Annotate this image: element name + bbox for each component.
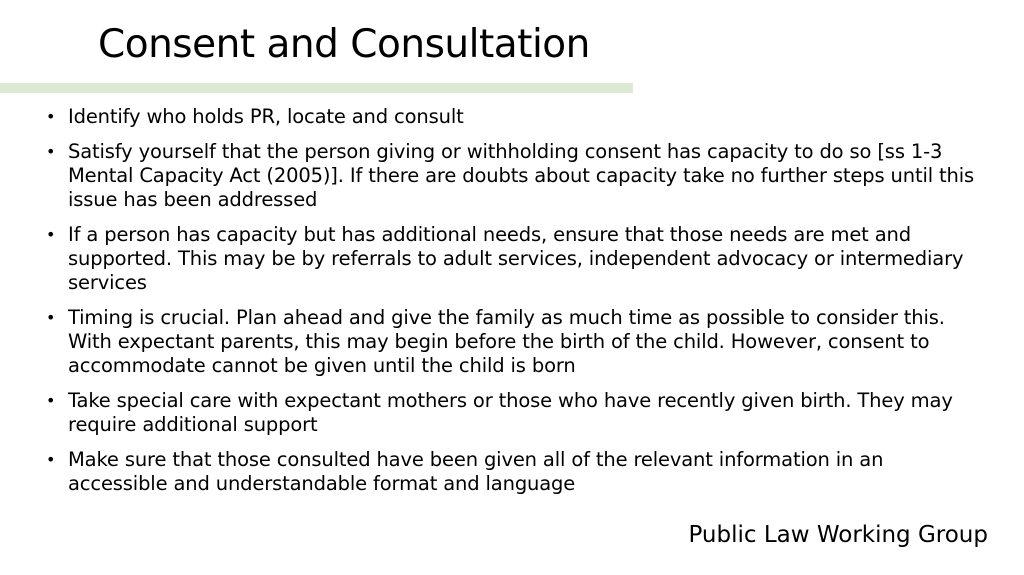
bullet-item-4: • Timing is crucial. Plan ahead and give the family as much time as possible to consider this. With expectant parents, this may begin before the birth of the child. However, consent to accommodate cannot be given until the child is born xyxy=(46,306,986,379)
title-underline-bar xyxy=(0,83,633,93)
bullet-list xyxy=(46,105,986,507)
bullet-item-6: • Make sure that those consulted have been given all of the relevant information in an accessible and understandable format and language xyxy=(46,448,986,496)
bullet-item-2: • Satisfy yourself that the person giving or withholding consent has capacity to do so [ss 1-3 Mental Capacity Act (2005)]. If there are doubts about capacity take no further steps until this issue has been addressed xyxy=(46,140,986,213)
bullet-item-5: • Take special care with expectant mothers or those who have recently given birth. They may require additional support xyxy=(46,389,986,437)
footer-organization: Public Law Working Group xyxy=(688,522,988,548)
bullet-item-1: • Identify who holds PR, locate and consult xyxy=(46,105,986,129)
slide-title: Consent and Consultation xyxy=(98,22,590,67)
bullet-item-3: • If a person has capacity but has additional needs, ensure that those needs are met and supported. This may be by referrals to adult services, independent advocacy or intermediary services xyxy=(46,223,986,296)
